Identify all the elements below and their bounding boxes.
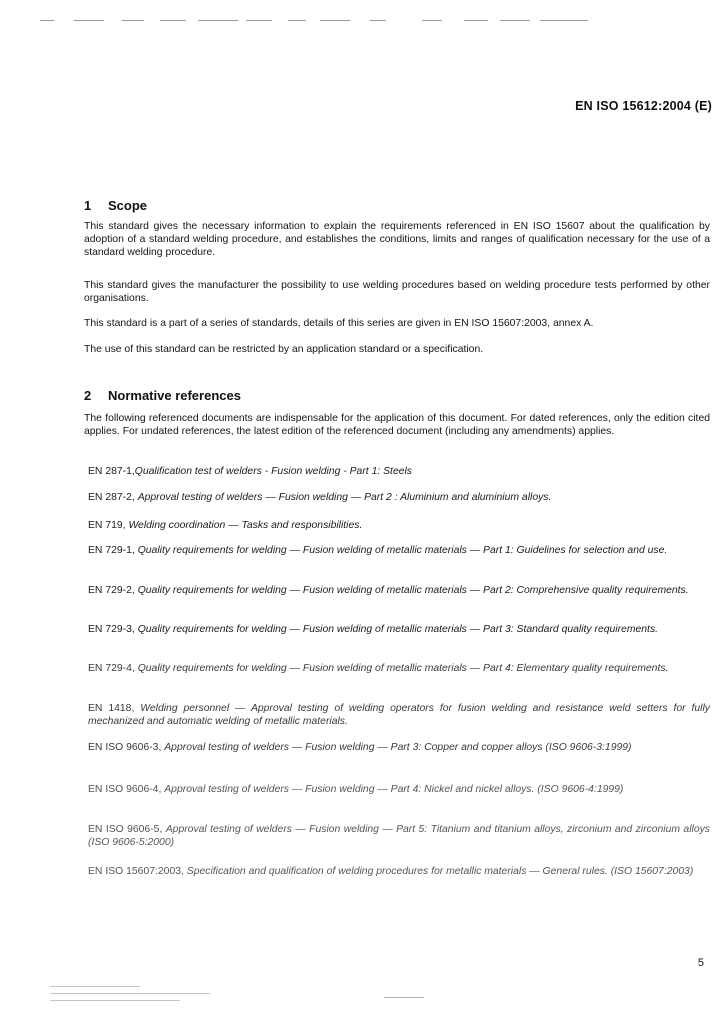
- reference-title: Qualification test of welders - Fusion welding - Part 1: Steels: [134, 466, 413, 477]
- reference-item: [88, 866, 710, 879]
- reference-title: Approval testing of welders — Fusion welding — Part 5: Titanium and titanium alloys, zirconium and zirconium alloys (ISO 9606-5:2000): [88, 824, 710, 848]
- reference-item: [88, 824, 710, 850]
- reference-code: EN 719,: [88, 520, 126, 531]
- reference-title: Approval testing of welders — Fusion welding — Part 4: Nickel and nickel alloys. (ISO 9606-4:1999): [164, 784, 624, 795]
- reference-item: [88, 624, 710, 637]
- standard-identifier: EN ISO 15612:2004 (E): [575, 99, 712, 113]
- normative-number: 2: [84, 388, 92, 403]
- reference-item: [88, 784, 710, 797]
- reference-item: [88, 466, 710, 479]
- scan-artifact-footer: [50, 986, 230, 1012]
- reference-title: Quality requirements for welding — Fusion welding of metallic materials — Part 2: Comprehensive quality requirements.: [137, 585, 689, 596]
- scope-heading: [84, 198, 147, 213]
- reference-item: [88, 545, 710, 558]
- reference-code: EN 729-1,: [88, 545, 135, 556]
- reference-title: Specification and qualification of welding procedures for metallic materials — General rules. (ISO 15607:2003): [186, 866, 694, 877]
- scope-paragraph: This standard gives the manufacturer the possibility to use welding procedures based on welding procedure tests performed by other organisations.: [84, 280, 710, 304]
- reference-title: Approval testing of welders — Fusion welding — Part 3: Copper and copper alloys (ISO 9606-3:1999): [164, 742, 632, 753]
- scope-title: Scope: [108, 198, 148, 213]
- reference-code: EN 287-1,: [88, 466, 135, 477]
- reference-item: [88, 663, 710, 676]
- reference-title: Quality requirements for welding — Fusion welding of metallic materials — Part 1: Guidelines for selection and use.: [137, 545, 668, 556]
- reference-item: [88, 703, 710, 729]
- scope-paragraph: The use of this standard can be restricted by an application standard or a specification.: [84, 344, 484, 355]
- reference-code: EN ISO 9606-5,: [88, 824, 163, 835]
- reference-code: EN ISO 9606-3,: [88, 742, 162, 753]
- reference-code: EN 287-2,: [88, 492, 135, 503]
- reference-item: [88, 742, 710, 755]
- reference-title: Approval testing of welders — Fusion welding — Part 2 : Aluminium and aluminium alloys.: [137, 492, 552, 503]
- scan-artifact-top: [40, 18, 600, 26]
- scope-paragraph: This standard is a part of a series of standards, details of this series are given in EN ISO 15607:2003, annex A.: [84, 318, 594, 329]
- scope-number: 1: [84, 198, 92, 213]
- scan-artifact-footer-mid: [384, 997, 424, 998]
- normative-references-heading: [84, 388, 241, 403]
- reference-title: Welding coordination — Tasks and responsibilities.: [128, 520, 363, 531]
- reference-code: EN 1418,: [88, 703, 135, 714]
- reference-title: Quality requirements for welding — Fusion welding of metallic materials — Part 3: Standard quality requirements.: [137, 624, 659, 635]
- scope-paragraph: This standard gives the necessary information to explain the requirements referenced in EN ISO 15607 about the qualification by adoption of a standard welding procedure, and establishes the conditions, limits and ranges of qualification necessary for the use of a standard welding procedure.: [84, 221, 710, 258]
- reference-code: EN 729-4,: [88, 663, 135, 674]
- reference-code: EN ISO 9606-4,: [88, 784, 162, 795]
- reference-code: EN 729-3,: [88, 624, 135, 635]
- normative-intro: The following referenced documents are indispensable for the application of this document. For dated references, only the edition cited applies. For undated references, the latest edition of the referenced document (including any amendments) applies.: [84, 413, 710, 437]
- reference-title: Quality requirements for welding — Fusion welding of metallic materials — Part 4: Elementary quality requirements.: [137, 663, 669, 674]
- normative-title: Normative references: [108, 388, 241, 403]
- reference-code: EN ISO 15607:2003,: [88, 866, 184, 877]
- reference-item: [88, 492, 710, 505]
- reference-title: Welding personnel — Approval testing of welding operators for fusion welding and resistance weld setters for fully mechanized and automatic welding of metallic materials.: [88, 703, 710, 727]
- page-number: 5: [697, 957, 704, 969]
- reference-code: EN 729-2,: [88, 585, 135, 596]
- reference-item: [88, 585, 710, 598]
- reference-item: [88, 520, 710, 533]
